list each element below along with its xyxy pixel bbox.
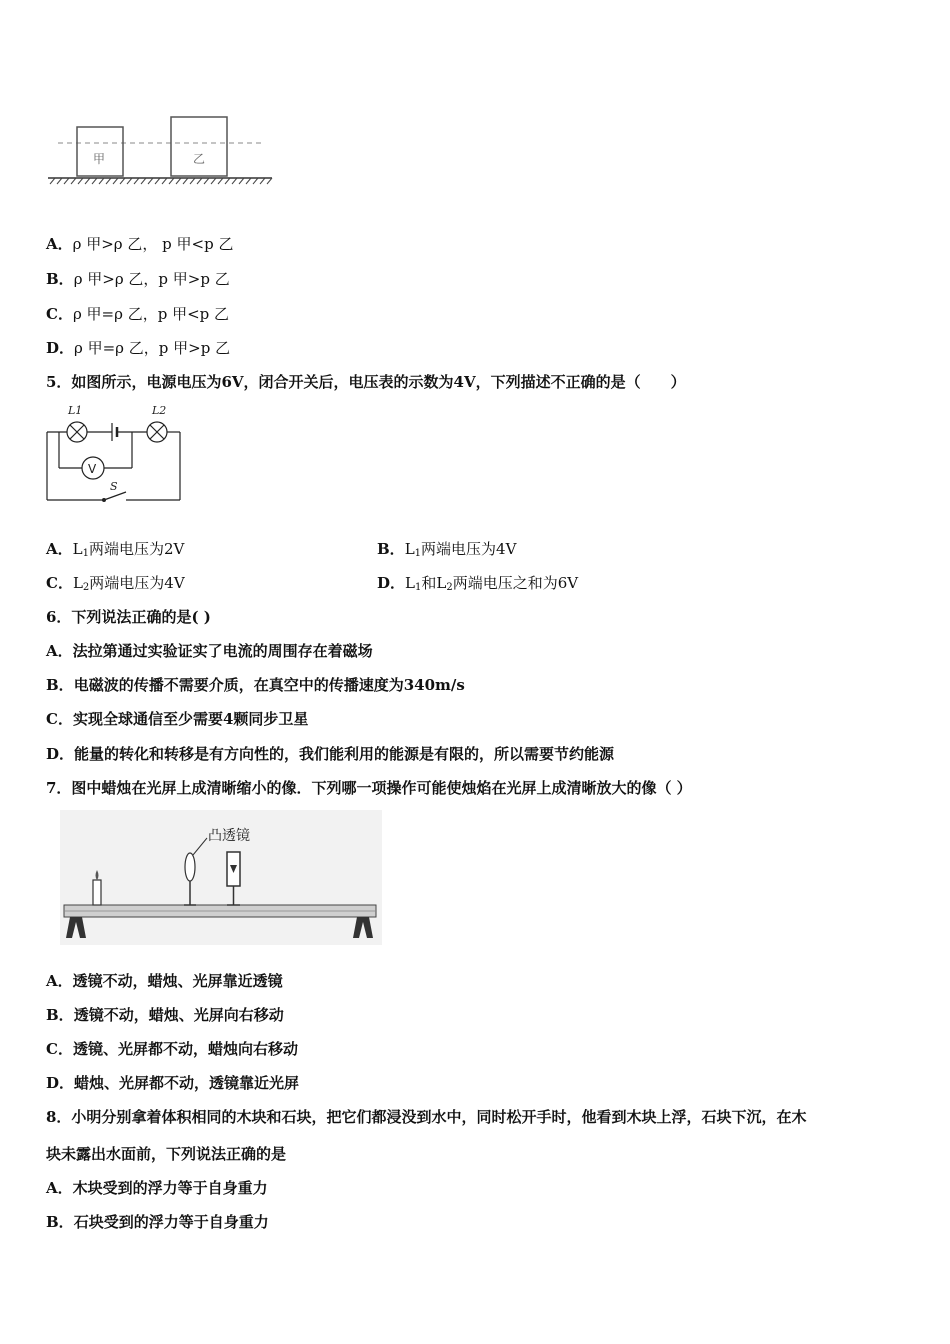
q8-option-b: B．石块受到的浮力等于自身重力 <box>46 1213 269 1231</box>
circuit-figure <box>44 402 186 506</box>
q5-option-a: A．$L_1$两端电压为2V <box>46 540 185 559</box>
q8-stem-line2: 块未露出水面前，下列说法正确的是 <box>46 1145 287 1163</box>
q4-option-c: C．ρ 甲=ρ 乙，p 甲<p 乙 <box>46 305 230 323</box>
blocks-figure <box>46 112 276 187</box>
q7-option-d: D．蜡烛、光屏都不动，透镜靠近光屏 <box>46 1074 300 1092</box>
q5-option-b: B．$L_1$两端电压为4V <box>377 540 517 559</box>
lamp-l1-label: L1 <box>68 404 83 417</box>
lamp-l2-label: L2 <box>152 404 167 417</box>
q4-option-d: D．ρ 甲=ρ 乙，p 甲>p 乙 <box>46 339 231 357</box>
switch-label: S <box>110 480 118 493</box>
block-jia-label: 甲 <box>93 152 106 166</box>
q6-option-c: C．实现全球通信至少需要4颗同步卫星 <box>46 710 309 728</box>
q6-option-a: A．法拉第通过实验证实了电流的周围存在着磁场 <box>46 642 373 660</box>
lens-label: 凸透镜 <box>208 828 250 844</box>
voltmeter-label: V <box>88 462 97 476</box>
q6-stem: 6．下列说法正确的是( ) <box>46 608 211 626</box>
q7-option-a: A．透镜不动，蜡烛、光屏靠近透镜 <box>46 972 283 990</box>
optical-bench-figure <box>60 810 382 945</box>
q4-option-a: A．ρ 甲>ρ 乙， p 甲<p 乙 <box>46 235 234 253</box>
block-yi-label: 乙 <box>193 152 206 166</box>
q8-option-a: A．木块受到的浮力等于自身重力 <box>46 1179 268 1197</box>
q7-stem: 7．图中蜡烛在光屏上成清晰缩小的像．下列哪一项操作可能使烛焰在光屏上成清晰放大的像（ ） <box>46 779 692 797</box>
q4-option-b: B．ρ 甲>ρ 乙，p 甲>p 乙 <box>46 270 230 288</box>
block-yi <box>171 117 227 176</box>
q7-option-c: C．透镜、光屏都不动，蜡烛向右移动 <box>46 1040 298 1058</box>
q5-option-c: C．$L_2$两端电压为4V <box>46 574 185 593</box>
convex-lens <box>185 853 195 881</box>
q8-stem-line1: 8．小明分别拿着体积相同的木块和石块，把它们都浸没到水中，同时松开手时，他看到木块上浮，石块下沉，在木 <box>46 1108 807 1126</box>
q5-stem: 5．如图所示，电源电压为6V，闭合开关后，电压表的示数为4V，下列描述不正确的是（ ） <box>46 373 686 391</box>
candle <box>93 880 101 905</box>
q7-option-b: B．透镜不动，蜡烛、光屏向右移动 <box>46 1006 284 1024</box>
q6-option-d: D．能量的转化和转移是有方向性的，我们能利用的能源是有限的，所以需要节约能源 <box>46 745 615 763</box>
q6-option-b: B．电磁波的传播不需要介质，在真空中的传播速度为340m/s <box>46 676 465 694</box>
q5-option-d: D．$L_1$和$L_2$两端电压之和为6V <box>377 574 579 593</box>
